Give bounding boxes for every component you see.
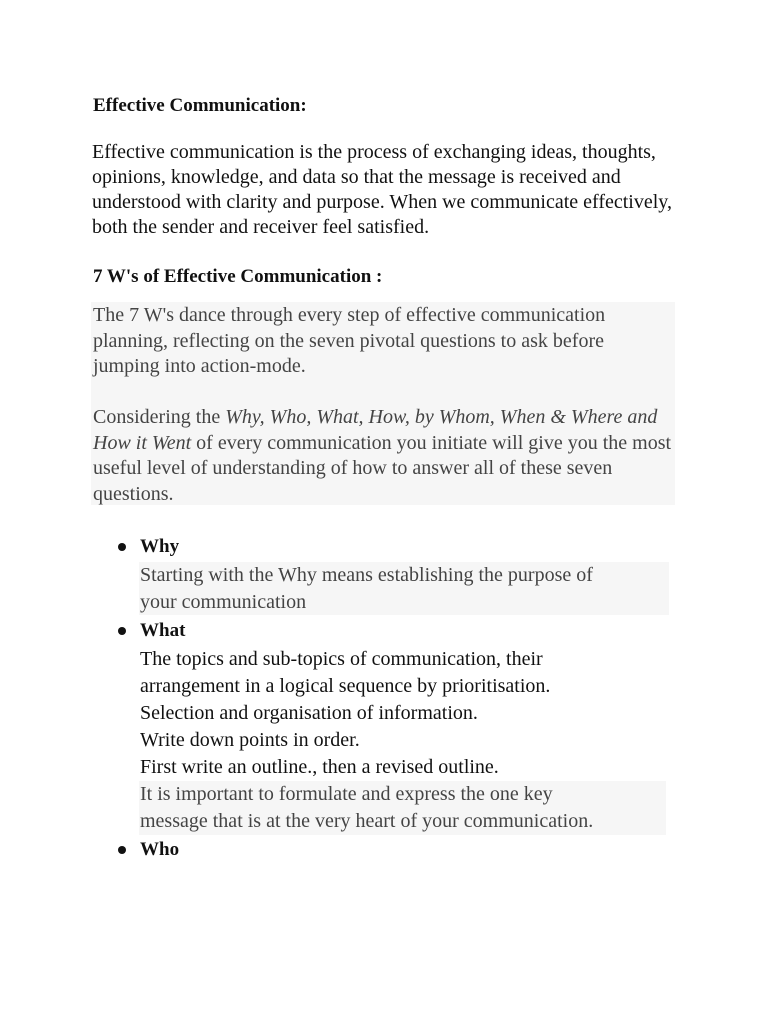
what-line-1: The topics and sub-topics of communication, their: [140, 648, 543, 670]
intro-paragraph: Effective communication is the process of exchanging ideas, thoughts, opinions, knowledge, and data so that the message is received and understood with clarity and purpose. When we communicate effectively, both the sender and receiver feel satisfied.: [92, 141, 672, 238]
section-heading: 7 W's of Effective Communication :: [93, 266, 383, 287]
quote-paragraph-2-lead: Considering the: [93, 406, 226, 428]
quote-paragraph-2-emphasis: Why, Who, What, How, by Whom, When & Where and How it Went: [93, 406, 658, 454]
quote-paragraph-2: [93, 405, 675, 507]
quote-paragraph-2-tail: of every communication you initiate will give you the most useful level of understanding of how to answer all of these seven questions.: [93, 431, 672, 505]
why-line-1: Starting with the Why means establishing the purpose of: [140, 564, 593, 586]
what-line-6: It is important to formulate and express the one key: [140, 783, 553, 805]
quote-paragraph-1: The 7 W's dance through every step of effective communication planning, reflecting on the seven pivotal questions to ask before jumping into action-mode.: [93, 304, 606, 377]
bullet-icon: [118, 627, 126, 635]
what-line-5: First write an outline., then a revised outline.: [140, 756, 499, 778]
why-line-2: your communication: [140, 591, 307, 613]
page-title: Effective Communication:: [93, 95, 307, 116]
what-line-7: message that is at the very heart of your communication.: [140, 810, 594, 832]
item-title-who: Who: [140, 839, 180, 860]
quote-block: [91, 302, 675, 505]
what-line-2: arrangement in a logical sequence by prioritisation.: [140, 675, 551, 697]
what-line-3: Selection and organisation of information.: [140, 702, 478, 724]
bullet-icon: [118, 846, 126, 854]
what-line-4: Write down points in order.: [140, 729, 360, 751]
bullet-icon: [118, 543, 126, 551]
item-title-what: What: [140, 620, 186, 641]
item-title-why: Why: [140, 536, 180, 557]
